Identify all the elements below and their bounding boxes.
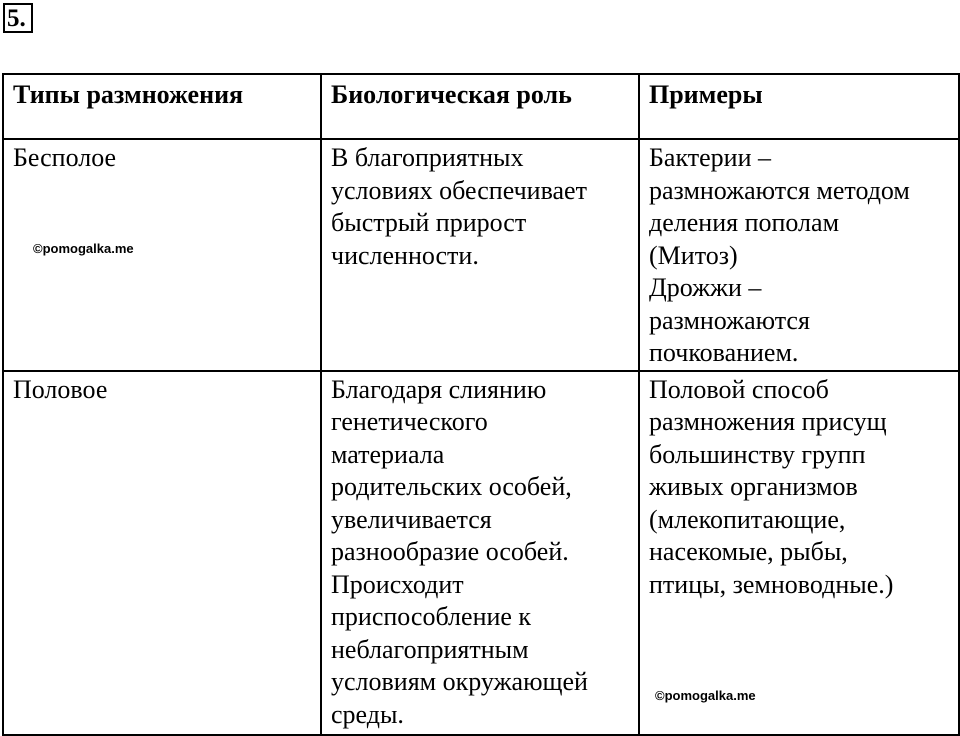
- header-reproduction-types: Типы размножения: [3, 74, 321, 139]
- header-biological-role: Биологическая роль: [321, 74, 639, 139]
- type-text: Половое: [13, 374, 108, 404]
- type-text: Бесполое: [13, 143, 117, 172]
- cell-examples-sexual: [639, 371, 959, 735]
- task-number: 5.: [3, 3, 33, 33]
- cell-role-asexual: [321, 139, 639, 371]
- cell-role-sexual: [321, 371, 639, 735]
- reproduction-table: [2, 73, 960, 736]
- role-text: В благоприятных условиях обеспечивает быстрый прирост численности.: [331, 143, 587, 270]
- examples-text: Бактерии – размножаются методом деления пополам (Митоз) Дрожжи – размножаются почкованием.: [649, 143, 910, 367]
- role-text: Благодаря слиянию генетического материала родительских особей, увеличивается разнообразие особей. Происходит приспособление к неблагоприятным условиям окружающей среды.: [331, 374, 588, 729]
- table-row-asexual: [3, 139, 959, 371]
- watermark: ©pomogalka.me: [33, 241, 134, 256]
- examples-text: Половой способ размножения присущ большинству групп живых организмов (млекопитающие, насекомые, рыбы, птицы, земноводные.): [649, 374, 894, 599]
- table-header-row: [3, 74, 959, 139]
- watermark: ©pomogalka.me: [655, 688, 756, 703]
- header-examples: Примеры: [639, 74, 959, 139]
- cell-examples-asexual: [639, 139, 959, 371]
- table-row-sexual: [3, 371, 959, 735]
- cell-type-sexual: [3, 371, 321, 735]
